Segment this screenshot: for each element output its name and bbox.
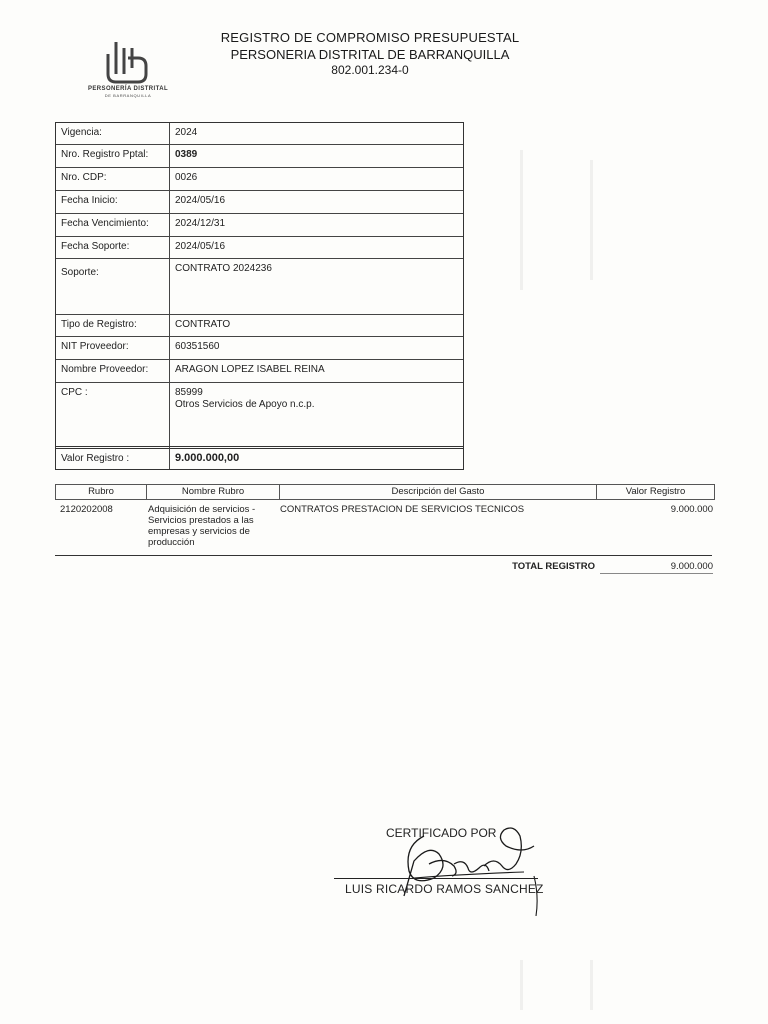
logo-subname: DE BARRANQUILLA — [104, 93, 152, 98]
value-tipo-registro: CONTRATO — [175, 319, 231, 330]
cell-descripcion: CONTRATOS PRESTACION DE SERVICIOS TECNICOS — [280, 504, 525, 515]
nombre-rubro-line: Servicios prestados a las — [148, 515, 254, 526]
label-valor-registro: Valor Registro : — [56, 447, 170, 469]
label-soporte: Soporte: — [56, 259, 170, 314]
row-fecha-soporte — [56, 237, 463, 259]
value-nit-proveedor: 60351560 — [175, 341, 220, 352]
logo-name: PERSONERÍA DISTRITAL — [88, 86, 169, 92]
col-header-descripcion: Descripción del Gasto — [279, 484, 597, 500]
col-header-nombre-rubro: Nombre Rubro — [146, 484, 280, 500]
scan-mark — [590, 160, 593, 280]
value-nombre-proveedor: ARAGON LOPEZ ISABEL REINA — [175, 364, 325, 375]
certificado-label: CERTIFICADO POR — [386, 826, 497, 840]
row-tipo-registro — [56, 315, 463, 337]
cell-nombre-rubro — [148, 504, 278, 548]
signer-name: LUIS RICARDO RAMOS SANCHEZ — [345, 882, 544, 896]
scan-mark — [590, 960, 593, 1010]
table-bottom-rule — [55, 555, 712, 556]
handwritten-signature — [384, 816, 544, 916]
cell-rubro: 2120202008 — [60, 504, 113, 515]
value-vigencia: 2024 — [175, 127, 198, 138]
cell-valor: 9.000.000 — [670, 504, 713, 515]
valor-registro-box — [55, 446, 464, 470]
document-title: REGISTRO DE COMPROMISO PRESUPUESTAL — [220, 30, 520, 45]
row-fecha-vencimiento — [56, 214, 463, 237]
label-nro-registro: Nro. Registro Pptal: — [56, 145, 170, 167]
col-header-valor: Valor Registro — [596, 484, 715, 500]
label-fecha-vencimiento: Fecha Vencimiento: — [56, 214, 170, 236]
registry-info-table — [55, 122, 464, 449]
label-vigencia: Vigencia: — [56, 123, 170, 144]
scan-mark — [520, 150, 523, 290]
label-tipo-registro: Tipo de Registro: — [56, 315, 170, 336]
personeria-logo-icon — [94, 40, 162, 84]
label-nro-cdp: Nro. CDP: — [56, 168, 170, 190]
nombre-rubro-line: Adquisición de servicios - — [148, 504, 256, 515]
label-nit-proveedor: NIT Proveedor: — [56, 337, 170, 359]
row-cpc — [56, 383, 463, 448]
nombre-rubro-line: empresas y servicios de — [148, 526, 250, 537]
institution-logo — [88, 40, 168, 102]
label-cpc: CPC : — [56, 383, 170, 448]
row-nro-registro — [56, 145, 463, 168]
total-underline — [600, 573, 713, 574]
value-fecha-vencimiento: 2024/12/31 — [175, 218, 226, 229]
value-soporte: CONTRATO 2024236 — [175, 263, 272, 274]
row-vigencia — [56, 123, 463, 145]
row-soporte — [56, 259, 463, 315]
cpc-description: Otros Servicios de Apoyo n.c.p. — [175, 399, 315, 410]
label-fecha-soporte: Fecha Soporte: — [56, 237, 170, 258]
value-fecha-inicio: 2024/05/16 — [175, 195, 226, 206]
cpc-code: 85999 — [175, 387, 203, 398]
label-fecha-inicio: Fecha Inicio: — [56, 191, 170, 213]
col-header-rubro: Rubro — [55, 484, 147, 500]
row-fecha-inicio — [56, 191, 463, 214]
total-value: 9.000.000 — [670, 561, 713, 572]
row-nit-proveedor — [56, 337, 463, 360]
value-valor-registro: 9.000.000,00 — [175, 452, 240, 464]
label-nombre-proveedor: Nombre Proveedor: — [56, 360, 170, 382]
value-nro-cdp: 0026 — [175, 172, 198, 183]
value-nro-registro: 0389 — [175, 149, 198, 160]
scan-mark — [520, 960, 523, 1010]
row-nro-cdp — [56, 168, 463, 191]
value-cpc — [170, 383, 463, 448]
row-nombre-proveedor — [56, 360, 463, 383]
institution-name: PERSONERIA DISTRITAL DE BARRANQUILLA — [230, 47, 510, 62]
total-label: TOTAL REGISTRO — [512, 561, 595, 572]
value-fecha-soporte: 2024/05/16 — [175, 241, 226, 252]
nombre-rubro-line: producción — [148, 537, 195, 548]
signature-line — [334, 878, 538, 879]
institution-nit: 802.001.234-0 — [331, 63, 409, 77]
